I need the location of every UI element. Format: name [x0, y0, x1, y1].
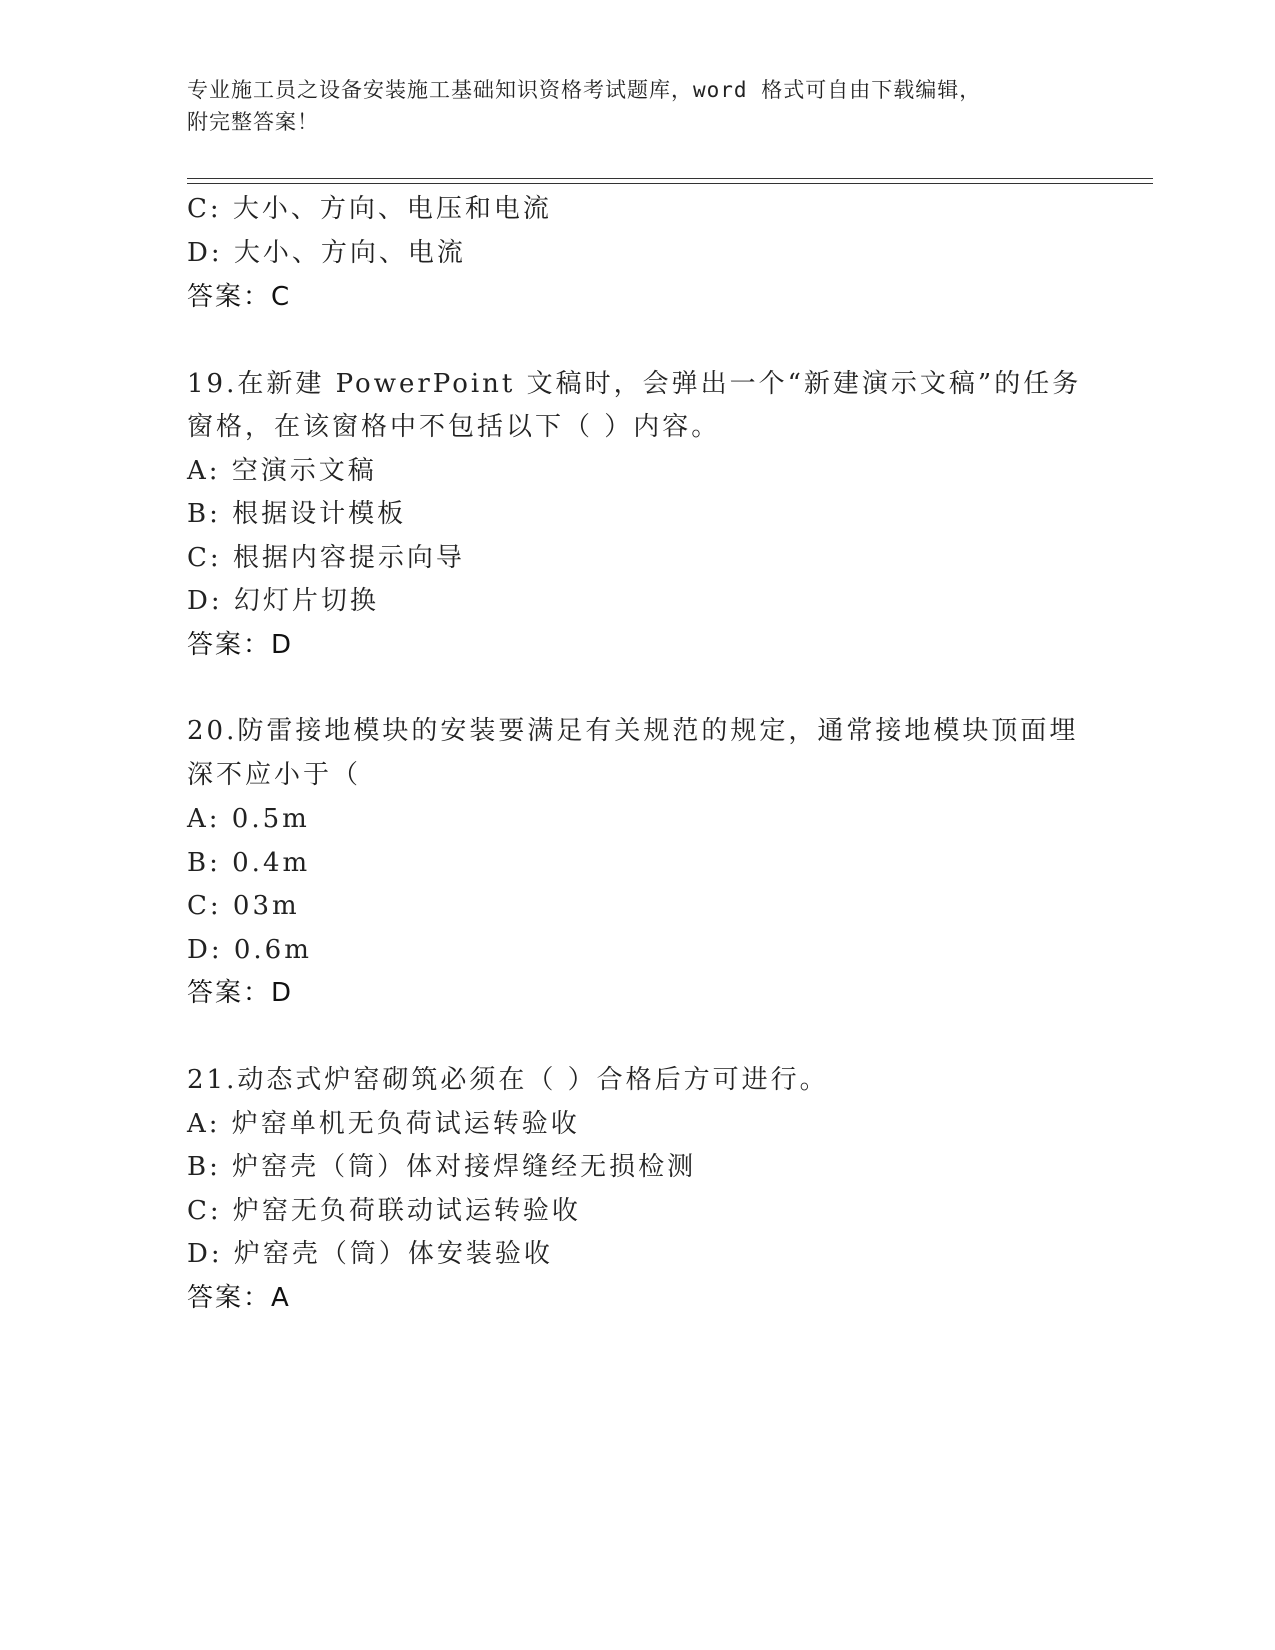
- option-d: D: 大小、方向、电流: [187, 238, 466, 268]
- document-header: [187, 74, 1067, 138]
- question-20-answer: 答案：D: [187, 978, 294, 1008]
- answer-line: 答案：C: [187, 282, 292, 312]
- question-19-answer: 答案：D: [187, 630, 294, 660]
- header-divider-bottom: [187, 183, 1153, 184]
- question-21-option-b: B: 炉窑壳（筒）体对接焊缝经无损检测: [187, 1152, 697, 1182]
- question-19-option-d: D: 幻灯片切换: [187, 586, 379, 616]
- option-c: C: 大小、方向、电压和电流: [187, 194, 552, 224]
- question-21-option-c: C: 炉窑无负荷联动试运转验收: [187, 1196, 581, 1226]
- question-20-stem-line-2: 深不应小于（: [187, 760, 362, 790]
- header-title-line-1: 专业施工员之设备安装施工基础知识资格考试题库，word 格式可自由下载编辑，: [187, 78, 982, 102]
- question-19-option-c: C: 根据内容提示向导: [187, 543, 465, 573]
- question-20-stem-line-1: 20.防雷接地模块的安装要满足有关规范的规定，通常接地模块顶面埋: [187, 716, 1079, 746]
- question-19-stem-line-1: 19.在新建 PowerPoint 文稿时，会弹出一个“新建演示文稿”的任务: [187, 369, 1082, 399]
- question-21-option-a: A: 炉窑单机无负荷试运转验收: [187, 1109, 580, 1139]
- question-21-option-d: D: 炉窑壳（筒）体安装验收: [187, 1239, 553, 1269]
- question-20-option-a: A: 0.5m: [187, 804, 310, 834]
- question-21-stem-line-1: 21.动态式炉窑砌筑必须在（ ）合格后方可进行。: [187, 1065, 829, 1095]
- question-20-option-c: C: 03m: [187, 891, 300, 921]
- question-20-option-d: D: 0.6m: [187, 935, 312, 965]
- question-20-option-b: B: 0.4m: [187, 848, 311, 878]
- question-19-option-a: A: 空演示文稿: [187, 456, 377, 486]
- question-19-stem-line-2: 窗格，在该窗格中不包括以下（ ）内容。: [187, 412, 721, 442]
- question-19-option-b: B: 根据设计模板: [187, 499, 407, 529]
- header-divider-top: [187, 178, 1153, 179]
- header-title-line-2: 附完整答案！: [187, 110, 319, 134]
- question-21-answer: 答案：A: [187, 1283, 291, 1313]
